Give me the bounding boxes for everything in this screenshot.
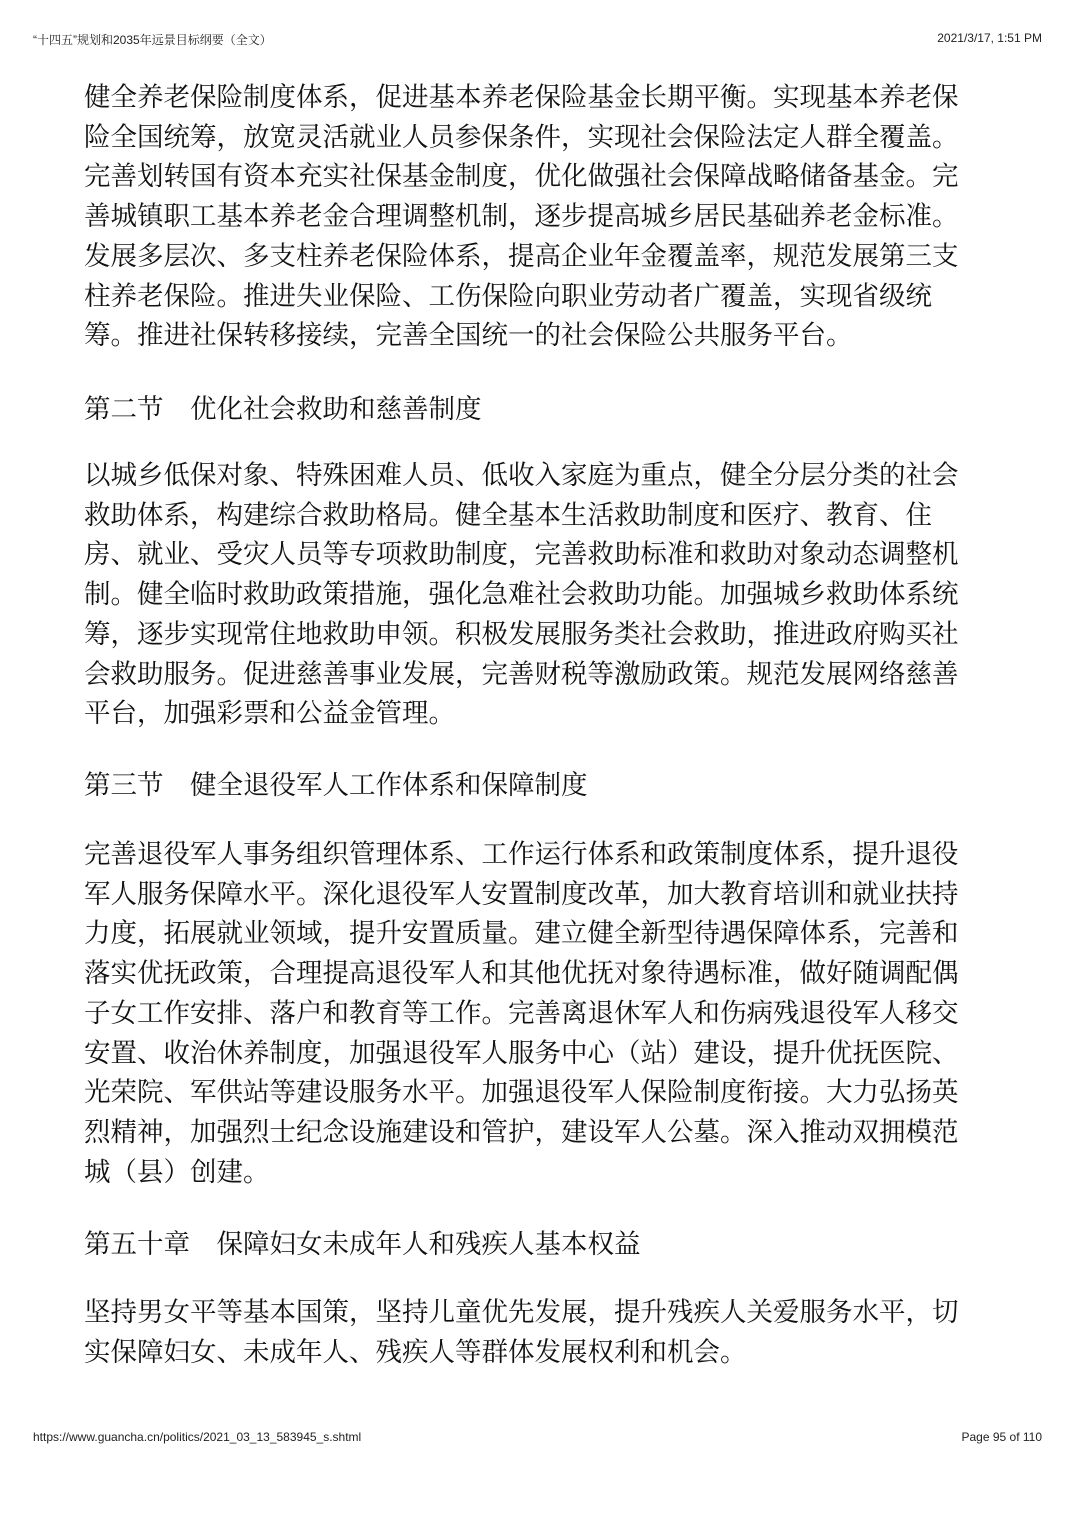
text-line: 坚持男女平等基本国策，坚持儿童优先发展，提升残疾人关爱服务水平，切 <box>84 1297 959 1328</box>
text-line: 筹。推进社保转移接续，完善全国统一的社会保险公共服务平台。 <box>84 320 853 352</box>
text-line: 筹，逐步实现常住地救助申领。积极发展服务类社会救助，推进政府购买社 <box>84 618 959 650</box>
text-line: 制。健全临时救助政策措施，强化急难社会救助功能。加强城乡救助体系统 <box>84 579 959 611</box>
text-line: 完善划转国有资本充实社保基金制度，优化做强社会保障战略储备基金。完 <box>84 161 959 193</box>
text-line: 军人服务保障水平。深化退役军人安置制度改革，加大教育培训和就业扶持 <box>84 878 959 910</box>
text-line: 光荣院、军供站等建设服务水平。加强退役军人保险制度衔接。大力弘扬英 <box>84 1077 959 1109</box>
page-footer-url[interactable]: https://www.guancha.cn/politics/2021_03_13_583945_s.shtml <box>33 1430 362 1444</box>
page-footer-page-number: Page 95 of 110 <box>961 1430 1042 1444</box>
text-line: 救助体系，构建综合救助格局。健全基本生活救助制度和医疗、教育、住 <box>84 499 932 531</box>
paragraph-veterans <box>84 835 1004 1192</box>
chapter-heading-50: 第五十章 保障妇女未成年人和残疾人基本权益 <box>84 1229 641 1260</box>
text-line: 完善退役军人事务组织管理体系、工作运行体系和政策制度体系，提升退役 <box>84 839 959 870</box>
text-line: 安置、收治休养制度，加强退役军人服务中心（站）建设，提升优抚医院、 <box>84 1037 959 1069</box>
text-line: 落实优抚政策，合理提高退役军人和其他优抚对象待遇标准，做好随调配偶 <box>84 958 959 990</box>
text-line: 城（县）创建。 <box>84 1156 270 1188</box>
text-line: 健全养老保险制度体系，促进基本养老保险基金长期平衡。实现基本养老保 <box>84 82 959 113</box>
text-line: 以城乡低保对象、特殊困难人员、低收入家庭为重点，健全分层分类的社会 <box>84 460 959 491</box>
text-line: 险全国统筹，放宽灵活就业人员参保条件，实现社会保险法定人群全覆盖。 <box>84 121 959 153</box>
text-line: 会救助服务。促进慈善事业发展，完善财税等激励政策。规范发展网络慈善 <box>84 658 959 690</box>
text-line: 房、就业、受灾人员等专项救助制度，完善救助标准和救助对象动态调整机 <box>84 539 959 571</box>
text-line: 柱养老保险。推进失业保险、工伤保险向职业劳动者广覆盖，实现省级统 <box>84 280 932 312</box>
paragraph-pension <box>84 78 1004 356</box>
page-header-datetime: 2021/3/17, 1:51 PM <box>937 31 1042 45</box>
text-line: 子女工作安排、落户和教育等工作。完善离退休军人和伤病残退役军人移交 <box>84 997 959 1029</box>
text-line: 实保障妇女、未成年人、残疾人等群体发展权利和机会。 <box>84 1336 747 1368</box>
section-heading-2: 第二节 优化社会救助和慈善制度 <box>84 394 482 425</box>
text-line: 烈精神，加强烈士纪念设施建设和管护，建设军人公墓。深入推动双拥模范 <box>84 1116 959 1148</box>
text-line: 力度，拓展就业领域，提升安置质量。建立健全新型待遇保障体系，完善和 <box>84 918 959 950</box>
page-header-title: “十四五”规划和2035年远景目标纲要（全文） <box>33 33 272 47</box>
section-heading-3: 第三节 健全退役军人工作体系和保障制度 <box>84 770 588 801</box>
paragraph-social-assistance <box>84 456 1004 734</box>
text-line: 善城镇职工基本养老金合理调整机制，逐步提高城乡居民基础养老金标准。 <box>84 201 959 233</box>
paragraph-women-children-disabled <box>84 1293 1004 1372</box>
text-line: 发展多层次、多支柱养老保险体系，提高企业年金覆盖率，规范发展第三支 <box>84 240 959 272</box>
text-line: 平台，加强彩票和公益金管理。 <box>84 698 455 730</box>
